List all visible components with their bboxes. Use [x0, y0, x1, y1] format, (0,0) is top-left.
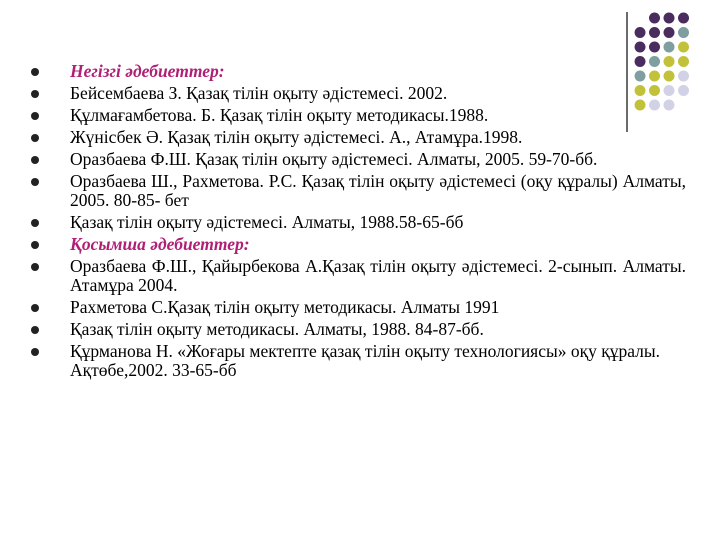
bullet-icon — [31, 134, 39, 142]
reference-item — [0, 320, 700, 339]
bullet-icon — [31, 304, 39, 312]
reference-text: Қазақ тілін оқыту методикасы. Алматы, 1988. 84-87-бб. — [70, 319, 484, 339]
bullet-icon — [31, 241, 39, 249]
main-references-heading — [0, 62, 700, 81]
decorative-dot — [664, 42, 675, 53]
reference-item — [0, 342, 700, 380]
reference-text: Оразбаева Ш., Рахметова. Р.С. Қазақ тілін оқыту әдістемесі (оқу құралы) Алматы, 2005. 80-85- бет — [70, 171, 686, 210]
heading-text: Негізгі әдебиеттер: — [70, 61, 225, 81]
heading-text: Қосымша әдебиеттер: — [70, 234, 250, 254]
decorative-dot — [635, 42, 646, 53]
reference-item — [0, 106, 700, 125]
reference-item — [0, 84, 700, 103]
reference-text: Бейсембаева З. Қазақ тілін оқыту әдістемесі. 2002. — [70, 83, 448, 103]
additional-references-heading — [0, 235, 700, 254]
reference-text: Оразбаева Ф.Ш., Қайырбекова А.Қазақ тілін оқыту әдістемесі. 2-сынып. Алматы. Атамұра 2004. — [70, 256, 686, 295]
bullet-icon — [31, 178, 39, 186]
reference-item — [0, 298, 700, 317]
bullet-icon — [31, 112, 39, 120]
reference-text: Қазақ тілін оқыту әдістемесі. Алматы, 1988.58-65-бб — [70, 212, 464, 232]
reference-item — [0, 150, 700, 169]
bullet-icon — [31, 219, 39, 227]
decorative-dot — [678, 13, 689, 24]
decorative-dot — [649, 13, 660, 24]
decorative-dot — [635, 27, 646, 38]
decorative-dot — [649, 27, 660, 38]
decorative-dot — [664, 27, 675, 38]
reference-item — [0, 257, 700, 295]
decorative-dot — [664, 13, 675, 24]
bullet-icon — [31, 326, 39, 334]
bullet-icon — [31, 263, 39, 271]
reference-list — [0, 62, 700, 383]
bullet-icon — [31, 90, 39, 98]
decorative-dot — [678, 27, 689, 38]
reference-item — [0, 213, 700, 232]
reference-text: Жүнісбек Ә. Қазақ тілін оқыту әдістемесі. А., Атамұра.1998. — [70, 127, 523, 147]
reference-text: Құлмағамбетова. Б. Қазақ тілін оқыту методикасы.1988. — [70, 105, 489, 125]
reference-text: Рахметова С.Қазақ тілін оқыту методикасы. Алматы 1991 — [70, 297, 500, 317]
decorative-dot — [678, 42, 689, 53]
decorative-dot — [649, 42, 660, 53]
reference-text: Оразбаева Ф.Ш. Қазақ тілін оқыту әдістемесі. Алматы, 2005. 59-70-бб. — [70, 149, 598, 169]
bullet-icon — [31, 348, 39, 356]
reference-item — [0, 172, 700, 210]
bullet-icon — [31, 156, 39, 164]
reference-item — [0, 128, 700, 147]
reference-text: Құрманова Н. «Жоғары мектепте қазақ тілін оқыту технологиясы» оқу құралы. Ақтөбе,2002. 33-65-бб — [70, 341, 661, 380]
bullet-icon — [31, 68, 39, 76]
